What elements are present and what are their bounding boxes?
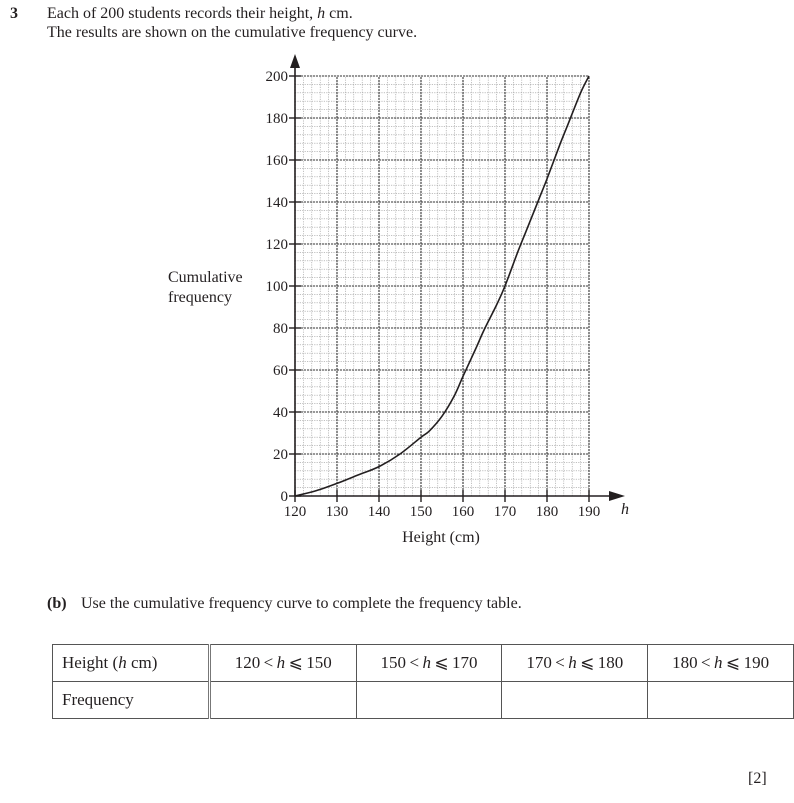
interval-op1: < [697,653,715,672]
frequency-answer-cell[interactable] [648,682,794,719]
interval-low: 170 [526,653,552,672]
question-stem-line2: The results are shown on the cumulative frequency curve. [47,24,418,41]
interval-variable: h [422,653,431,672]
interval-variable: h [276,653,286,672]
x-tick-label: 190 [577,504,601,520]
y-tick-label: 140 [265,195,288,211]
interval-op1: < [551,653,569,672]
x-tick-label: 170 [493,504,517,520]
y-tick-label: 80 [273,321,288,337]
interval-cell [209,645,356,682]
interval-high: 190 [743,653,770,672]
table-row-frequency [53,682,794,719]
frequency-answer-cell[interactable] [356,682,502,719]
interval-variable: h [714,653,723,672]
interval-cell [356,645,502,682]
y-tick-label: 160 [265,153,288,169]
x-tick-label: 130 [325,504,349,520]
x-tick-label: 140 [367,504,391,520]
interval-high: 150 [306,653,332,672]
stem-text: Each of 200 students records their height, [47,5,318,22]
interval-op1: < [260,653,277,672]
part-b-instruction: Use the cumulative frequency curve to complete the frequency table. [81,595,522,612]
y-tick-label: 180 [265,111,288,127]
y-axis-arrow-icon [290,54,300,68]
x-tick-label: 180 [535,504,559,520]
x-tick-label: 120 [283,504,307,520]
stem-variable: h [317,5,326,22]
row-header-height: Height (h cm) [53,645,210,682]
x-axis-arrow-icon [609,491,625,501]
interval-op2: ⩽ [722,653,744,672]
frequency-answer-cell[interactable] [209,682,356,719]
row-header-frequency: Frequency [53,682,210,719]
frequency-answer-cell[interactable] [502,682,648,719]
y-tick-label: 200 [265,69,288,85]
interval-high: 180 [597,653,624,672]
y-tick-label: 100 [265,279,288,295]
stem-unit: cm. [325,5,353,22]
interval-low: 120 [234,653,261,672]
y-tick-label: 20 [273,447,288,463]
chart-axes [290,54,625,501]
interval-op2: ⩽ [430,653,453,672]
interval-low: 180 [672,653,698,672]
x-axis-label: Height (cm) [402,529,480,546]
interval-variable: h [568,653,577,672]
interval-op2: ⩽ [285,653,307,672]
x-tick-label: 150 [409,504,433,520]
interval-low: 150 [380,653,407,672]
y-axis-label-line1: Cumulative [168,269,243,286]
part-b-label: (b) [47,595,67,612]
x-axis-variable: h [621,501,629,518]
interval-cell [502,645,648,682]
y-tick-label: 60 [273,363,288,379]
interval-high: 170 [452,653,478,672]
y-tick-label: 40 [273,405,288,421]
chart-grid [295,76,589,496]
interval-op2: ⩽ [576,653,598,672]
interval-cell [648,645,794,682]
y-tick-label: 120 [265,237,288,253]
interval-op1: < [406,653,423,672]
frequency-table [52,644,794,719]
y-tick-label: 0 [280,489,288,505]
y-axis-label-line2: frequency [168,289,232,306]
x-tick-label: 160 [451,504,475,520]
marks-label: [2] [748,770,767,787]
table-row-heights [53,645,794,682]
question-number: 3 [10,5,18,22]
